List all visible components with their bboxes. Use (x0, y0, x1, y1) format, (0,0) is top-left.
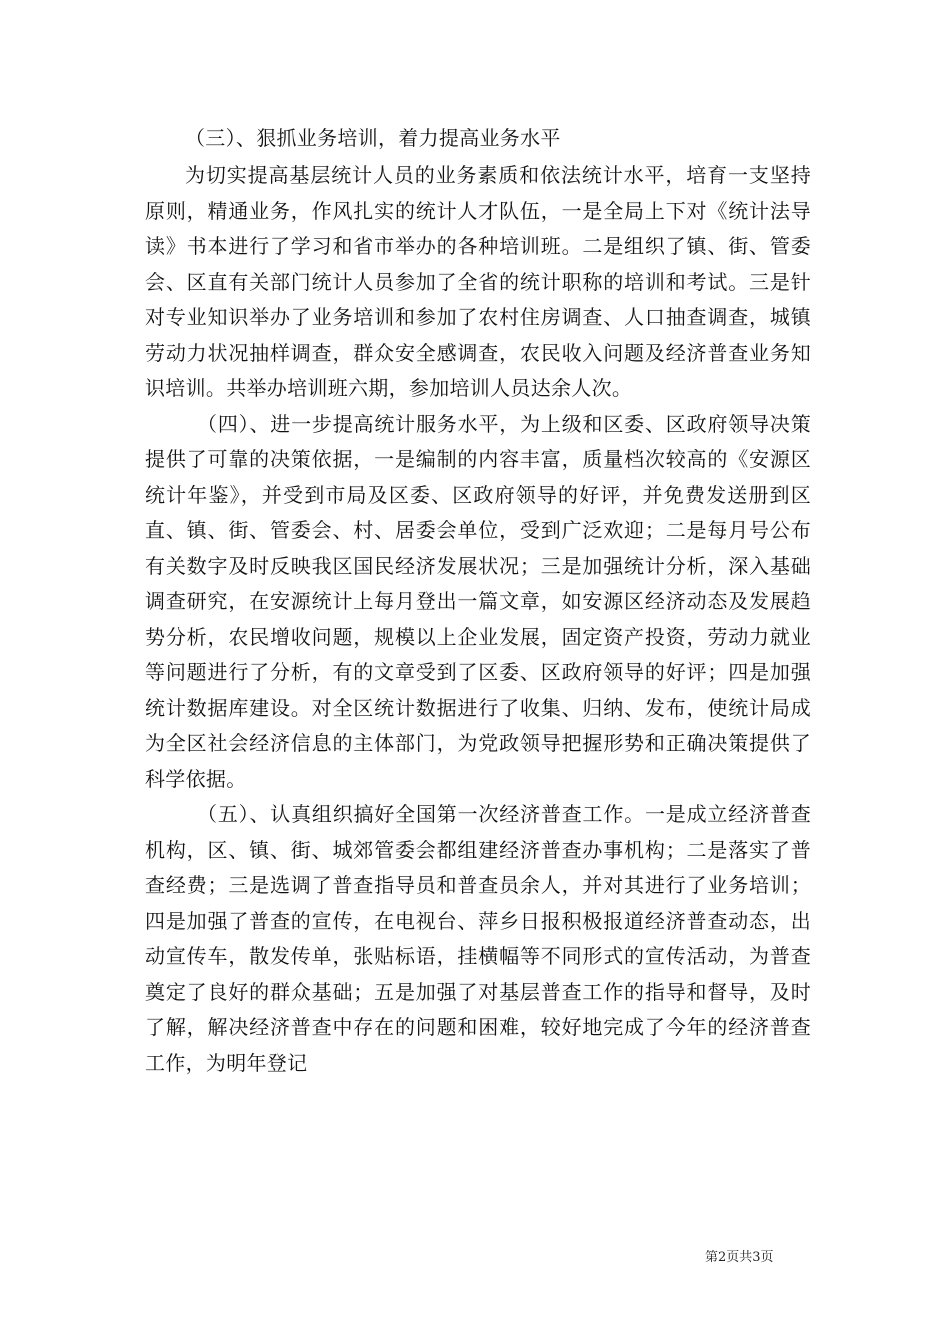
section-heading-3: （三）、狠抓业务培训，着力提高业务水平 (185, 126, 561, 150)
page-number: 第2页共3页 (705, 1250, 774, 1265)
document-body (145, 118, 811, 1081)
paragraph-service: （四）、进一步提高统计服务水平，为上级和区委、区政府领导决策提供了可靠的决策依据，一是编制的内容丰富，质量档次较高的《安源区统计年鉴》，并受到市局及区委、区政府领导的好评，并免费发送册到区直、镇、街、管委会、村、居委会单位，受到广泛欢迎；二是每月号公布有关数字及时反映我区国民经济发展状况；三是加强统计分析，深入基础调查研究，在安源统计上每月登出一篇文章，如安源区经济动态及发展趋势分析，农民增收问题，规模以上企业发展，固定资产投资，劳动力就业等问题进行了分析，有的文章受到了区委、区政府领导的好评；四是加强统计数据库建设。对全区统计数据进行了收集、归纳、发布，使统计局成为全区社会经济信息的主体部门，为党政领导把握形势和正确决策提供了科学依据。 (145, 411, 811, 791)
paragraph-training: 为切实提高基层统计人员的业务素质和依法统计水平，培育一支坚持原则，精通业务，作风扎实的统计人才队伍，一是全局上下对《统计法导读》书本进行了学习和省市举办的各种培训班。二是组织了镇、街、管委会、区直有关部门统计人员参加了全省的统计职称的培训和考试。三是针对专业知识举办了业务培训和参加了农村住房调查、人口抽查调查，城镇劳动力状况抽样调查，群众安全感调查，农民收入问题及经济普查业务知识培训。共举办培训班六期，参加培训人员达余人次。 (145, 163, 811, 400)
paragraph-census: （五）、认真组织搞好全国第一次经济普查工作。一是成立经济普查机构，区、镇、街、城郊管委会都组建经济普查办事机构；二是落实了普查经费；三是选调了普查指导员和普查员余人，并对其进行了业务培训；四是加强了普查的宣传，在电视台、萍乡日报积极报道经济普查动态，出动宣传车，散发传单，张贴标语，挂横幅等不同形式的宣传活动，为普查奠定了良好的群众基础；五是加强了对基层普查工作的指导和督导，及时了解，解决经济普查中存在的问题和困难，较好地完成了今年的经济普查工作，为明年登记 (145, 802, 811, 1075)
